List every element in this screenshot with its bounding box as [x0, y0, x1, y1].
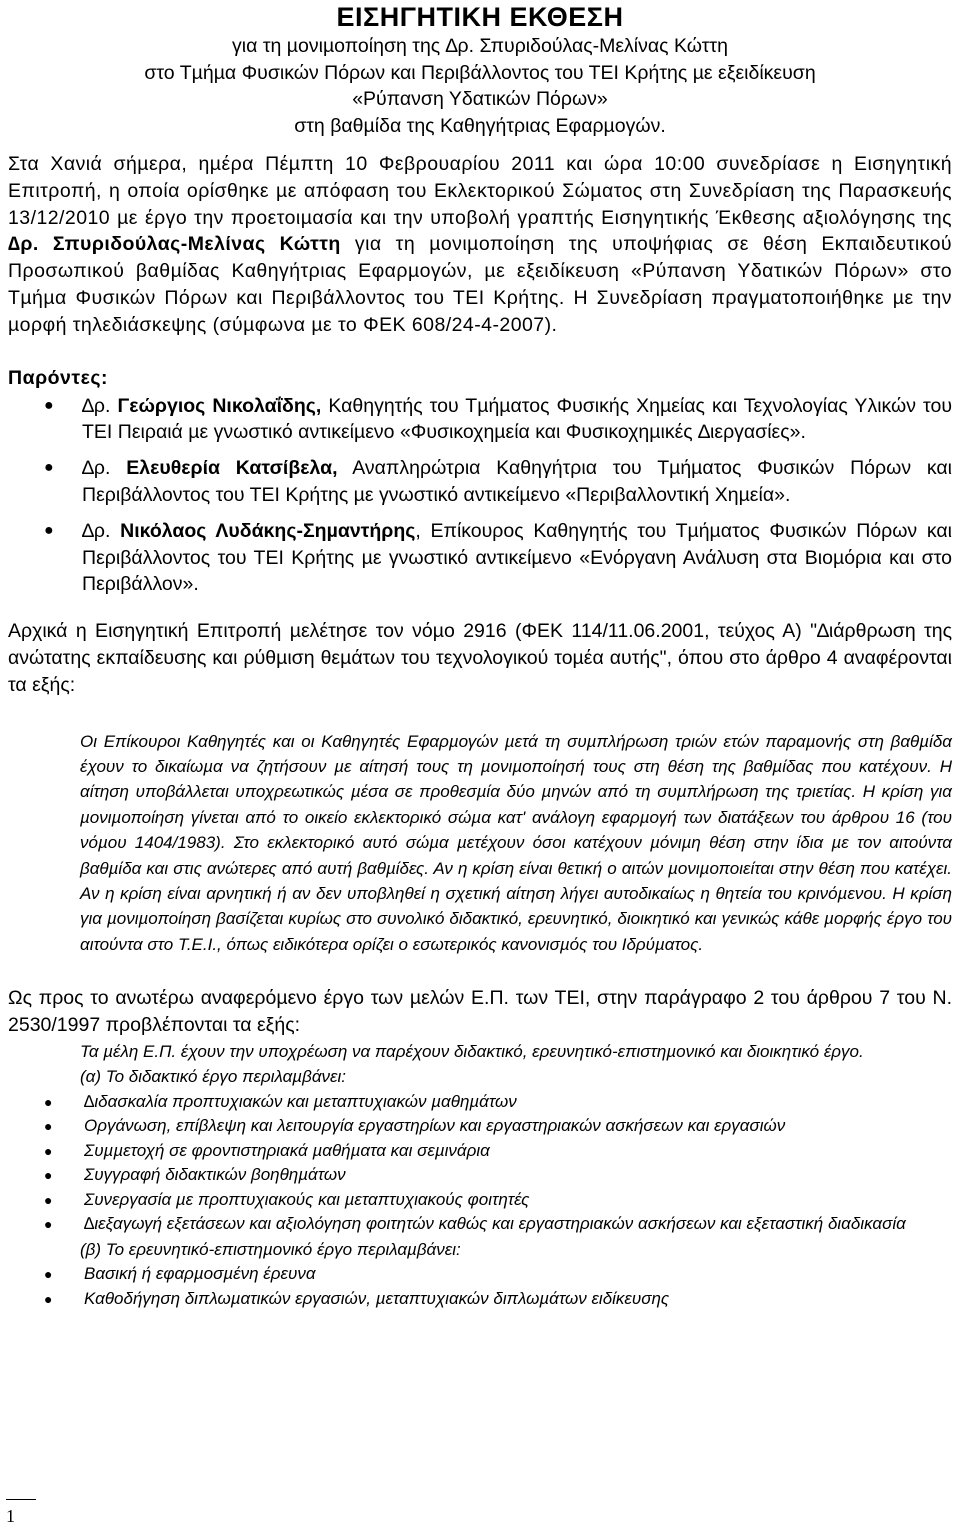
member-title: ∆ρ. — [82, 519, 121, 542]
research-section — [80, 1237, 952, 1263]
law-quote: Οι Επίκουροι Καθηγητές και οι Καθηγητές Εφαρµογών µετά τη συµπλήρωση τριών ετών παραµονής στη βαθµίδα έχουν το δικαίωµα να ζητήσουν µε αίτησή τους τη µονιµοποίησή τους στη θέση της βαθµίδας που κατέχουν. Η αίτηση υποβάλλεται υποχρεωτικώς µέσα σε προθεσµία δύο µηνών από τη συµπλήρωση της τριετίας. Η κρίση για µονιµοποίηση γίνεται από το οικείο εκλεκτορικό σώµα κατ' ανάλογη εφαρµογή των διατάξεων του άρθρου 16 (του νόµου 1404/1983). Στο εκλεκτορικό αυτό σώµα µετέχουν όσοι κατέχουν µόνιµη θέση στην ίδια µε τον αιτούντα βαθµίδα και στις ανώτερες από αυτή βαθµίδες. Αν η κρίση είναι θετική ο αιτών µονιµοποιείται στην θέση που κατέχει. Αν η κρίση είναι αρνητική ή αν δεν υποβληθεί η σχετική αίτηση λήγει αυτοδικαίως η θητεία του κρινόµενου. Η κρίση για µονιµοποίηση βασίζεται κυρίως στο συνολικό διδακτικό, ερευνητικό, διοικητικό και γενικώς κάθε µορφής έργο του αιτούντα στο Τ.Ε.Ι., όπως ειδικότερα ορίζει ο εσωτερικός κανονισµός του Ιδρύµατος. — [80, 731, 952, 954]
teaching-item — [8, 1090, 952, 1115]
bullet-icon: ● — [44, 1093, 53, 1110]
bullet-icon: ● — [44, 521, 54, 539]
duties-section — [80, 1039, 952, 1090]
bullet-icon: ● — [44, 1167, 53, 1184]
teaching-item — [8, 1163, 952, 1188]
report-subtitle — [8, 33, 952, 139]
research-item — [8, 1287, 952, 1312]
bullet-icon: ● — [44, 1118, 53, 1135]
bullet-icon: ● — [44, 459, 54, 477]
subtitle-line: για τη µονιµοποίηση της ∆ρ. Σπυριδούλας-Μελίνας Κώττη — [232, 35, 728, 57]
law-paragraph: Αρχικά η Εισηγητική Επιτροπή µελέτησε τον νόµο 2916 (ΦΕΚ 114/11.06.2001, τεύχος Α) "∆ιάρθρωση της ανώτατης εκπαίδευσης και ρύθµιση θεµάτων του τεχνολογικού τοµέα αυτής", όπου στο άρθρο 4 αναφέρονται τα εξής: — [8, 620, 952, 696]
research-heading: (β) Το ερευνητικό-επιστηµονικό έργο περιλαµβάνει: — [80, 1239, 461, 1259]
member-description: Καθηγητής του Τµήµατος Φυσικής Χηµείας και Τεχνολογίας Υλικών του ΤΕΙ Πειραιά µε γνωστικό αντικείµενο «Φυσικοχηµεία και Φυσικοχηµικές ∆ιεργασίες». — [82, 394, 952, 444]
duties-paragraph: Ως προς το ανωτέρω αναφερόµενο έργο των µελών Ε.Π. των ΤΕΙ, στην παράγραφο 2 του άρθρου 7 του Ν. 2530/1997 προβλέπονται τα εξής: — [8, 987, 952, 1036]
research-item-text: Βασική ή εφαρµοσµένη έρευνα — [84, 1264, 316, 1284]
bullet-icon: ● — [44, 1191, 53, 1208]
teaching-item — [8, 1139, 952, 1164]
teaching-item — [8, 1212, 952, 1237]
member-item — [8, 455, 952, 509]
teaching-item-text: ∆ιεξαγωγή εξετάσεων και αξιολόγηση φοιτητών καθώς και εργαστηριακών ασκήσεων και εξεταστική διαδικασία — [84, 1214, 906, 1234]
teaching-list — [8, 1090, 952, 1237]
member-name: Γεώργιος Νικολαΐδης, — [117, 394, 322, 417]
teaching-item — [8, 1114, 952, 1139]
members-list — [8, 393, 952, 599]
member-name: Ελευθερία Κατσίβελα, — [126, 457, 338, 480]
bullet-icon: ● — [44, 1266, 53, 1283]
member-title: ∆ρ. — [82, 394, 118, 417]
intro-text-before: Στα Χανιά σήµερα, ηµέρα Πέµπτη 10 Φεβρουαρίου 2011 και ώρα 10:00 συνεδρίασε η Εισηγητική Επιτροπή, η οποία ορίσθηκε µε απόφαση του Εκλεκτορικού Σώµατος στη Συνεδρίαση της Παρασκευής 13/12/2010 µε έργο την προετοιµασία και την υποβολή γραπτής Εισηγητικής Έκθεσης αξιολόγησης της — [8, 153, 952, 229]
teaching-item-text: ∆ιδασκαλία προπτυχιακών και µεταπτυχιακών µαθηµάτων — [84, 1091, 517, 1111]
member-title: ∆ρ. — [82, 457, 127, 480]
member-item — [8, 393, 952, 447]
research-item — [8, 1262, 952, 1287]
research-item-text: Καθοδήγηση διπλωµατικών εργασιών, µεταπτυχιακών διπλωµάτων ειδίκευσης — [84, 1288, 670, 1308]
page-number: 1 — [6, 1499, 36, 1527]
duties-intro: Τα µέλη Ε.Π. έχουν την υποχρέωση να παρέχουν διδακτικό, ερευνητικό-επιστηµονικό και διοικητικό έργο. — [80, 1041, 864, 1061]
teaching-item-text: Οργάνωση, επίβλεψη και λειτουργία εργαστηρίων και εργαστηριακών ασκήσεων και εργασιών — [84, 1116, 786, 1136]
teaching-item-text: Συνεργασία µε προπτυχιακούς και µεταπτυχιακούς φοιτητές — [84, 1189, 530, 1209]
teaching-item — [8, 1188, 952, 1213]
subtitle-line: στο Τµήµα Φυσικών Πόρων και Περιβάλλοντος του ΤΕΙ Κρήτης µε εξειδίκευση — [144, 61, 816, 84]
member-description: , Επίκουρος Καθηγητής του Τµήµατος Φυσικών Πόρων και Περιβάλλοντος του ΤΕΙ Κρήτης µε γνωστικό αντικείµενο «Ενόργανη Ανάλυση στα Βιοµόρια και στο Περιβάλλον». — [82, 519, 952, 596]
bullet-icon: ● — [44, 1290, 53, 1307]
report-title: ΕΙΣΗΓΗΤΙΚΗ ΕΚΘΕΣΗ — [336, 2, 624, 32]
subtitle-line: «Ρύπανση Υδατικών Πόρων» — [352, 88, 608, 110]
intro-text-after: για τη µονιµοποίηση της υποψήφιας σε θέση Εκπαιδευτικού Προσωπικού βαθµίδας Καθηγήτριας Εφαρµογών, µε εξειδίκευση «Ρύπανση Υδατικών Πόρων» στο Τµήµα Φυσικών Πόρων και Περιβάλλοντος του ΤΕΙ Κρήτης. Η Συνεδρίαση πραγµατοποιήθηκε µε την µορφή τηλεδιάσκεψης (σύµφωνα µε το ΦΕΚ 608/24-4-2007). — [8, 233, 952, 336]
present-heading: Παρόντες: — [8, 366, 108, 389]
bullet-icon: ● — [44, 1142, 53, 1159]
member-item — [8, 518, 952, 598]
document-page — [8, 0, 952, 1311]
bullet-icon: ● — [44, 1216, 53, 1233]
member-description: Αναπληρώτρια Καθηγήτρια του Τµήµατος Φυσικών Πόρων και Περιβάλλοντος του ΤΕΙ Κρήτης µε γνωστικό αντικείµενο «Περιβαλλοντική Χηµεία». — [82, 457, 952, 506]
candidate-name: ∆ρ. Σπυριδούλας-Μελίνας Κώττη — [8, 233, 341, 256]
teaching-heading: (α) Το διδακτικό έργο περιλαµβάνει: — [80, 1067, 346, 1087]
bullet-icon: ● — [44, 396, 54, 414]
teaching-item-text: Συµµετοχή σε φροντιστηριακά µαθήµατα και σεµινάρια — [84, 1140, 490, 1160]
teaching-item-text: Συγγραφή διδακτικών βοηθηµάτων — [84, 1165, 346, 1185]
research-list — [8, 1262, 952, 1311]
intro-paragraph — [8, 151, 952, 339]
member-name: Νικόλαος Λυδάκης-Σηµαντήρης — [120, 519, 416, 542]
subtitle-line: στη βαθµίδα της Καθηγήτριας Εφαρµογών. — [294, 114, 666, 137]
